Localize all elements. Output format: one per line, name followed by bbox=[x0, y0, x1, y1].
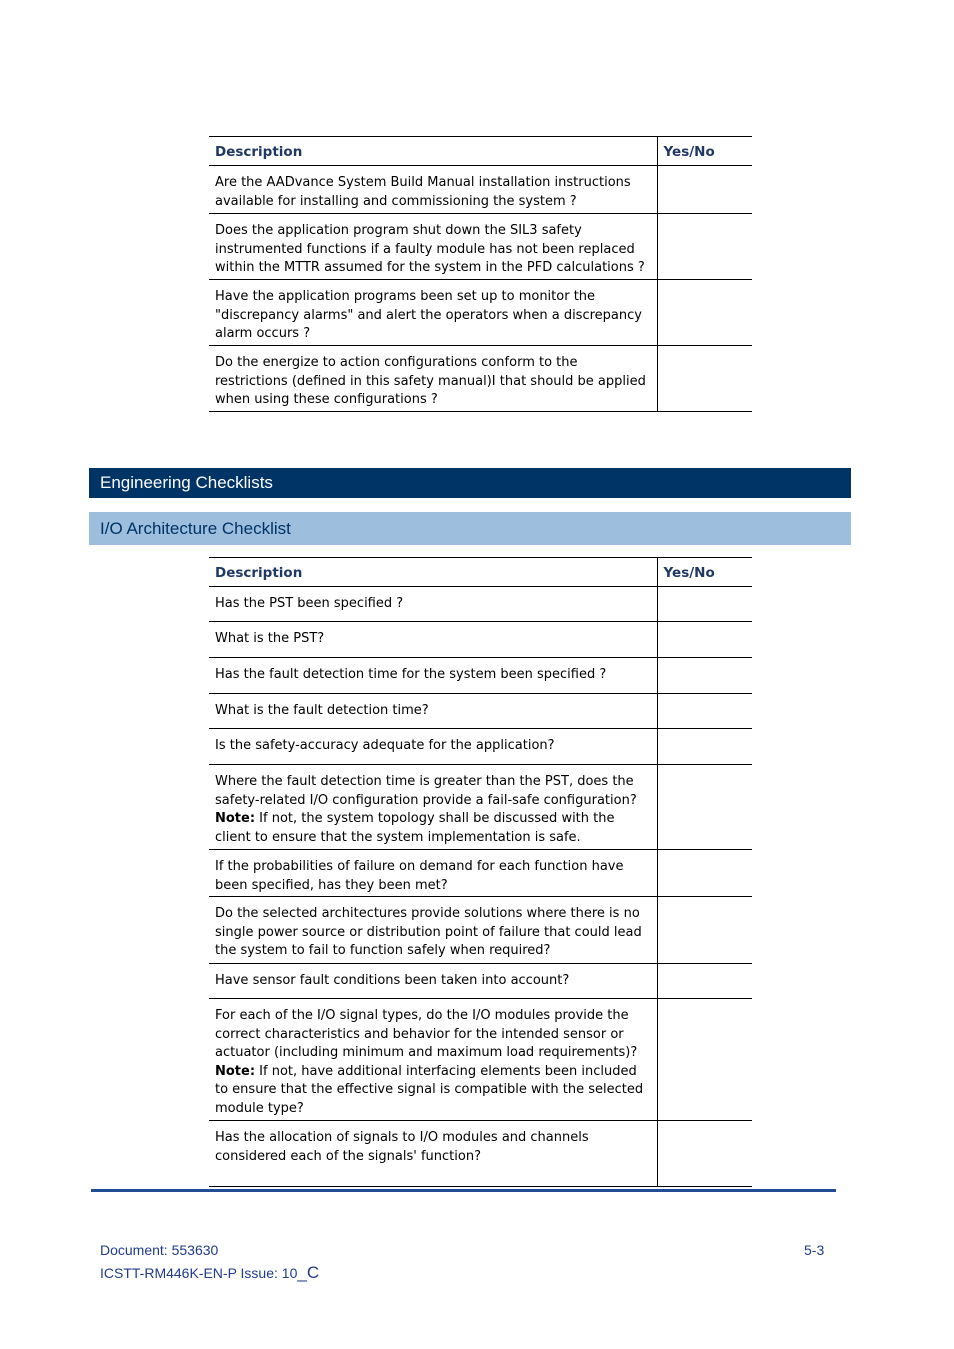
row-description: If the probabilities of failure on demand for each function have been specified, has they been met? bbox=[209, 850, 657, 897]
note-text: If not, the system topology shall be discussed with the client to ensure that the system implementation is safe. bbox=[215, 811, 615, 845]
table-row bbox=[209, 850, 752, 897]
issue-suffix: _C bbox=[297, 1263, 320, 1282]
section-heading: Engineering Checklists bbox=[89, 468, 851, 498]
row-description: What is the PST? bbox=[209, 622, 657, 658]
table-row bbox=[209, 999, 752, 1121]
table-row bbox=[209, 166, 752, 214]
table-row bbox=[209, 964, 752, 999]
row-description: Is the safety-accuracy adequate for the application? bbox=[209, 729, 657, 765]
checklist-table-1 bbox=[209, 136, 752, 412]
io-architecture-checklist-table bbox=[209, 557, 752, 1187]
note-label: Note: bbox=[215, 811, 256, 826]
yes-no-cell[interactable] bbox=[657, 850, 752, 897]
yes-no-header: Yes/No bbox=[657, 137, 752, 166]
yes-no-cell[interactable] bbox=[657, 694, 752, 729]
table-row bbox=[209, 658, 752, 694]
row-description: Has the PST been specified ? bbox=[209, 587, 657, 622]
description-header: Description bbox=[209, 137, 657, 166]
table-row bbox=[209, 1121, 752, 1187]
yes-no-cell[interactable] bbox=[657, 964, 752, 999]
issue-line bbox=[100, 1263, 319, 1283]
yes-no-cell[interactable] bbox=[657, 214, 752, 280]
page-number: 5-3 bbox=[804, 1242, 825, 1258]
yes-no-cell[interactable] bbox=[657, 1121, 752, 1187]
description-header: Description bbox=[209, 558, 657, 587]
row-description: Does the application program shut down the SIL3 safety instrumented functions if a faulty module has not been replaced within the MTTR assumed for the system in the PFD calculations ? bbox=[209, 214, 657, 280]
table-row bbox=[209, 280, 752, 346]
table-row bbox=[209, 622, 752, 658]
yes-no-cell[interactable] bbox=[657, 587, 752, 622]
table-row bbox=[209, 765, 752, 850]
row-description: Do the selected architectures provide solutions where there is no single power source or distribution point of failure that could lead the system to fail to function safely when required? bbox=[209, 897, 657, 964]
table-header-row bbox=[209, 558, 752, 587]
row-text: For each of the I/O signal types, do the I/O modules provide the correct characteristics and behavior for the intended sensor or actuator (including minimum and maximum load requirements)? bbox=[215, 1008, 638, 1060]
row-description: Has the allocation of signals to I/O modules and channels considered each of the signals' function? bbox=[209, 1121, 657, 1187]
row-description bbox=[209, 765, 657, 850]
table-row bbox=[209, 897, 752, 964]
row-description: Are the AADvance System Build Manual installation instructions available for installing and commissioning the system ? bbox=[209, 166, 657, 214]
table-header-row bbox=[209, 137, 752, 166]
row-description: Do the energize to action configurations conform to the restrictions (defined in this safety manual)I that should be applied when using these configurations ? bbox=[209, 346, 657, 412]
yes-no-cell[interactable] bbox=[657, 658, 752, 694]
document-number: Document: 553630 bbox=[100, 1242, 219, 1258]
row-description: Have sensor fault conditions been taken into account? bbox=[209, 964, 657, 999]
yes-no-header: Yes/No bbox=[657, 558, 752, 587]
table-row bbox=[209, 694, 752, 729]
row-description bbox=[209, 999, 657, 1121]
table-row bbox=[209, 214, 752, 280]
yes-no-cell[interactable] bbox=[657, 166, 752, 214]
yes-no-cell[interactable] bbox=[657, 999, 752, 1121]
yes-no-cell[interactable] bbox=[657, 280, 752, 346]
row-description: Has the fault detection time for the system been specified ? bbox=[209, 658, 657, 694]
row-description: Have the application programs been set up to monitor the "discrepancy alarms" and alert the operators when a discrepancy alarm occurs ? bbox=[209, 280, 657, 346]
footer-rule bbox=[91, 1189, 836, 1192]
yes-no-cell[interactable] bbox=[657, 765, 752, 850]
issue-prefix: ICSTT-RM446K-EN-P Issue: 10 bbox=[100, 1265, 298, 1281]
yes-no-cell[interactable] bbox=[657, 622, 752, 658]
note-label: Note: bbox=[215, 1063, 256, 1079]
row-description: What is the fault detection time? bbox=[209, 694, 657, 729]
yes-no-cell[interactable] bbox=[657, 729, 752, 765]
subsection-heading: I/O Architecture Checklist bbox=[89, 512, 851, 545]
table-row bbox=[209, 587, 752, 622]
table-row bbox=[209, 729, 752, 765]
yes-no-cell[interactable] bbox=[657, 897, 752, 964]
table-row bbox=[209, 346, 752, 412]
yes-no-cell[interactable] bbox=[657, 346, 752, 412]
note-text: If not, have additional interfacing elements been included to ensure that the effective signal is compatible with the selected module type? bbox=[215, 1063, 644, 1116]
row-text: Where the fault detection time is greater than the PST, does the safety-related I/O configuration provide a fail-safe configuration? bbox=[215, 774, 637, 808]
